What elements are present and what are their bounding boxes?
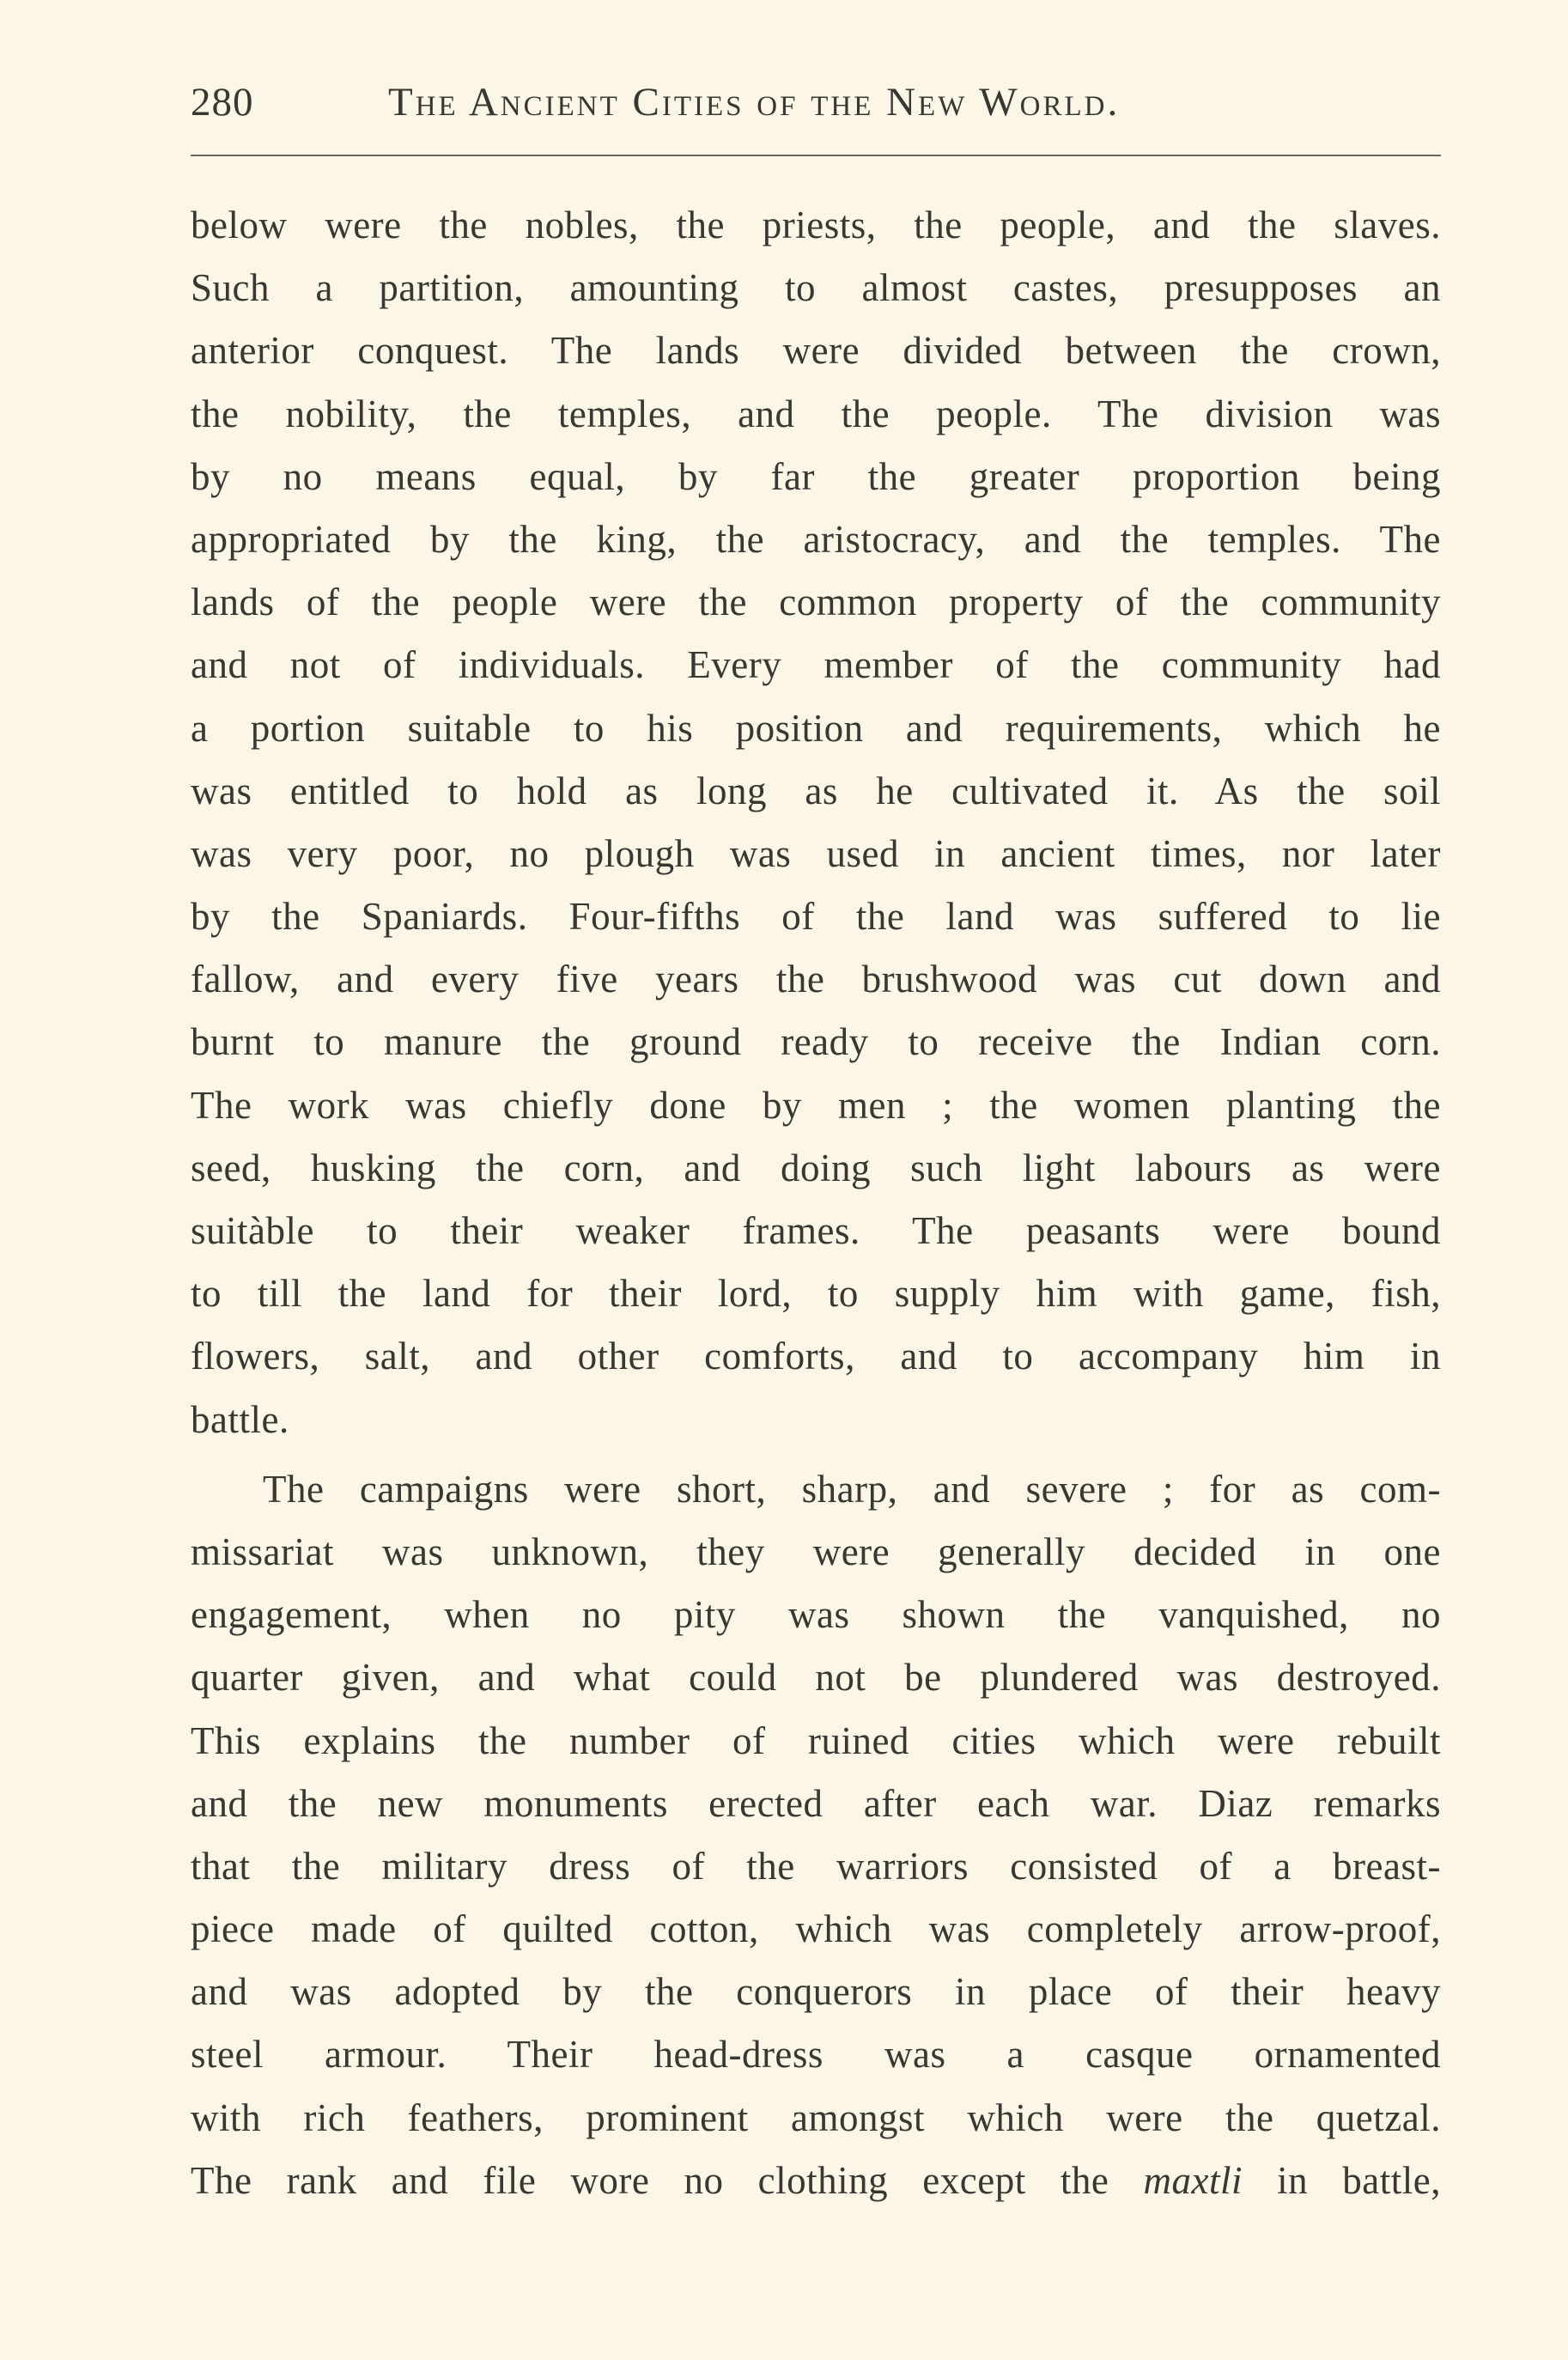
text-segment: The rank and file wore no clothing except the [191,2158,1144,2202]
text-line: was very poor, no plough was used in ancient times, nor later [191,831,1441,875]
text-line: anterior conquest. The lands were divided between the crown, [191,329,1441,373]
text-line: engagement, when no pity was shown the vanquished, no [191,1593,1441,1637]
text-line: steel armour. Their head-dress was a casque ornamented [191,2033,1441,2077]
text-line: piece made of quilted cotton, which was completely arrow-proof, [191,1907,1441,1951]
text-line: with rich feathers, prominent amongst which were the quetzal. [191,2095,1441,2139]
text-line: the nobility, the temples, and the people. The division was [191,392,1441,435]
paragraph-2 [191,1458,1441,2212]
text-line: burnt to manure the ground ready to receive the Indian corn. [191,1020,1441,1064]
italic-term: maxtli [1143,2158,1243,2202]
text-line: quarter given, and what could not be plundered was destroyed. [191,1656,1441,1700]
text-line: battle. [191,1397,289,1441]
paragraph-gap [191,1451,1441,1458]
text-line: appropriated by the king, the aristocracy, and the temples. The [191,517,1441,561]
text-line: fallow, and every five years the brushwood was cut down and [191,958,1441,1001]
text-line: by the Spaniards. Four-fifths of the land was suffered to lie [191,895,1441,939]
paragraph-1 [191,194,1441,1451]
text-line: missariat was unknown, they were generally decided in one [191,1530,1441,1573]
running-title: The Ancient Cities of the New World. [388,80,1121,125]
text-line: a portion suitable to his position and requirements, which he [191,706,1441,750]
text-line: The work was chiefly done by men ; the women planting the [191,1083,1441,1127]
text-line: and not of individuals. Every member of the community had [191,643,1441,687]
text-line: lands of the people were the common property of the community [191,581,1441,624]
text-line: below were the nobles, the priests, the people, and the slaves. [191,204,1441,246]
text-line: Such a partition, amounting to almost castes, presupposes an [191,266,1441,310]
text-line: flowers, salt, and other comforts, and to accompany him in [191,1335,1441,1378]
text-line: and was adopted by the conquerors in place of their heavy [191,1970,1441,2014]
text-line: that the military dress of the warriors consisted of a breast- [191,1844,1441,1888]
text-line: by no means equal, by far the greater proportion being [191,454,1441,498]
body-text [191,194,1441,2212]
text-line: was entitled to hold as long as he cultivated it. As the soil [191,769,1441,812]
text-line: and the new monuments erected after each war. Diaz remarks [191,1781,1441,1825]
page-number: 280 [191,80,254,125]
text-line: seed, husking the corn, and doing such light labours as were [191,1146,1441,1189]
text-line: to till the land for their lord, to supply him with game, fish, [191,1272,1441,1316]
text-line: This explains the number of ruined cities which were rebuilt [191,1718,1441,1762]
text-line-last [191,2150,1441,2212]
header-rule [191,155,1441,156]
text-line: The campaigns were short, sharp, and severe ; for as com- [263,1467,1441,1511]
text-segment: in battle, [1242,2158,1441,2202]
running-head [191,79,1441,139]
text-line: suitàble to their weaker frames. The peasants were bound [191,1209,1441,1252]
